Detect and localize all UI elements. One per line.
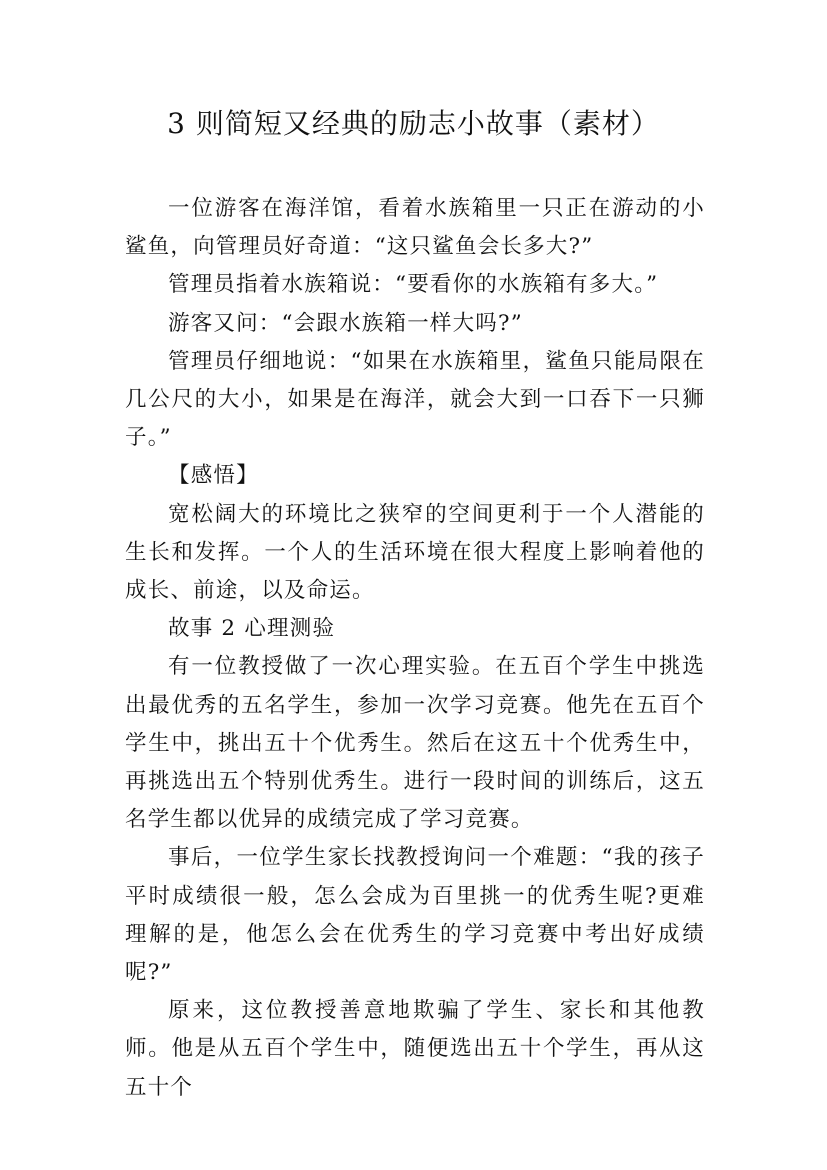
document-title: 3 则简短又经典的励志小故事（素材） (167, 107, 660, 140)
document-body (125, 190, 705, 1107)
paragraph-story-2-3: 原来，这位教授善意地欺骗了学生、家长和其他教师。他是从五百个学生中，随便选出五十个学生，再从这五十个 (125, 998, 705, 1100)
section-heading-insight: 【感悟】 (168, 463, 259, 489)
paragraph-3: 游客又问：“会跟水族箱一样大吗?” (168, 310, 523, 336)
paragraph-2: 管理员指着水族箱说：“要看你的水族箱有多大。” (168, 272, 659, 298)
paragraph-story-2-1: 有一位教授做了一次心理实验。在五百个学生中挑选出最优秀的五名学生，参加一次学习竞赛。他先在五百个学生中，挑出五十个优秀生。然后在这五十个优秀生中，再挑选出五个特别优秀生。进行一段时间的训练后，这五名学生都以优异的成绩完成了学习竞赛。 (125, 654, 705, 833)
paragraph-1: 一位游客在海洋馆，看着水族箱里一只正在游动的小鲨鱼，向管理员好奇道：“这只鲨鱼会长多大?” (125, 196, 705, 260)
paragraph-story-2-2: 事后，一位学生家长找教授询问一个难题：“我的孩子平时成绩很一般，怎么会成为百里挑一的优秀生呢?更难理解的是，他怎么会在优秀生的学习竞赛中考出好成绩呢?” (125, 845, 705, 986)
paragraph-4: 管理员仔细地说：“如果在水族箱里，鲨鱼只能局限在几公尺的大小，如果是在海洋，就会大到一口吞下一只狮子。” (125, 348, 705, 451)
paragraph-insight: 宽松阔大的环境比之狭窄的空间更利于一个人潜能的生长和发挥。一个人的生活环境在很大程度上影响着他的成长、前途，以及命运。 (125, 501, 705, 604)
section-heading-story-2: 故事 2 心理测验 (168, 616, 336, 642)
